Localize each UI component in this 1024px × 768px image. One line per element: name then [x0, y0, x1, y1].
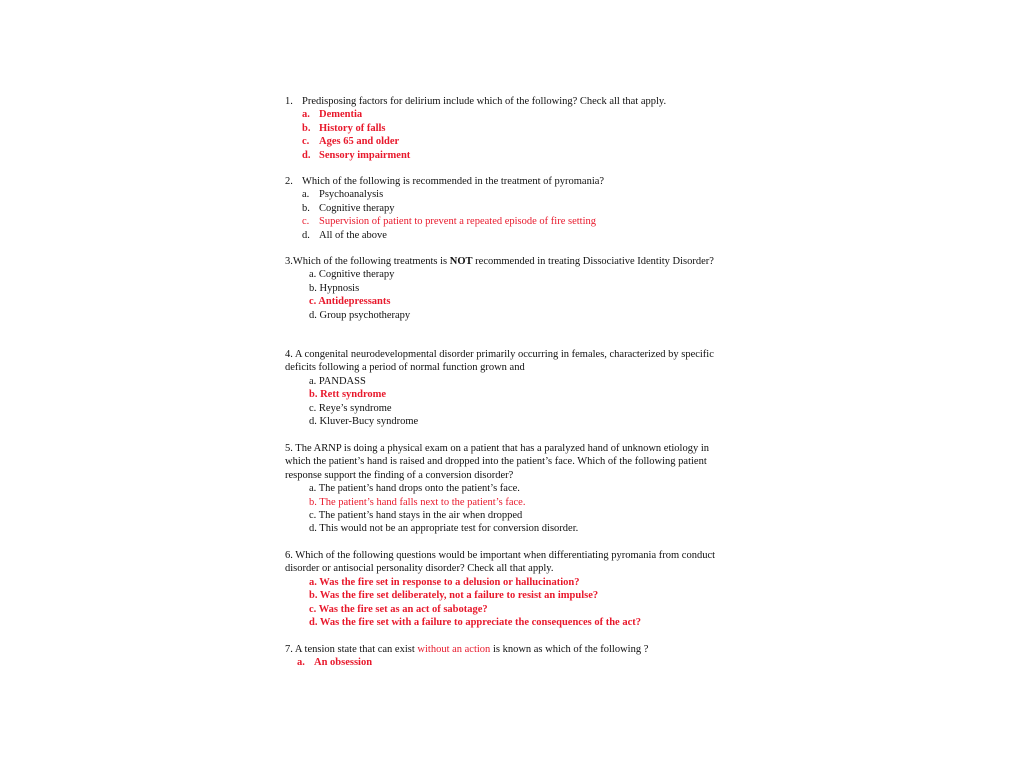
answer-option — [285, 108, 730, 121]
option-letter: c. — [302, 216, 310, 228]
option-letter: d. — [302, 149, 311, 161]
answer-option: b. Rett syndrome — [309, 389, 387, 401]
question-stem: 6. Which of the following questions would be important when differentiating pyromania from conduct disorder or antisocial personality disorder? Check all that apply. — [285, 550, 716, 575]
question-4 — [285, 348, 730, 428]
answer-option — [285, 135, 730, 148]
option-text: All of the above — [319, 229, 387, 241]
option-letter: b. — [302, 122, 311, 134]
answer-option — [285, 188, 730, 201]
option-letter: c. — [302, 136, 310, 148]
answer-option — [285, 656, 730, 669]
answer-option — [285, 215, 730, 228]
option-text: History of falls — [319, 122, 386, 134]
question-stem — [285, 175, 730, 188]
question-stem: 5. The ARNP is doing a physical exam on a patient that has a paralyzed hand of unknown etiology in which the patient’s hand is raised and dropped into the patient’s face. Which of the following patient response support the finding of a conversion disorder? — [285, 443, 709, 481]
question-text: Predisposing factors for delirium include which of the following? Check all that apply. — [302, 96, 667, 107]
option-letter: d. — [302, 229, 310, 241]
question-highlight: without an action — [417, 644, 491, 655]
option-letter: a. — [302, 109, 310, 121]
answer-option: d. Kluver-Bucy syndrome — [309, 416, 419, 428]
option-letter: b. — [302, 202, 310, 214]
answer-options — [285, 188, 730, 242]
question-stem — [285, 643, 730, 656]
answer-options — [285, 108, 730, 162]
question-text: Which of the following is recommended in the treatment of pyromania? — [302, 176, 605, 187]
answer-option: b. Was the fire set deliberately, not a failure to resist an impulse? — [309, 590, 599, 602]
answer-option: a. The patient’s hand drops onto the patient’s face. — [309, 483, 520, 495]
question-stem: 4. A congenital neurodevelopmental disorder primarily occurring in females, characterized by specific deficits following a period of normal function grown and — [285, 349, 714, 374]
question-text-end: is known as which of the following ? — [490, 644, 649, 655]
question-stem — [285, 255, 730, 268]
option-text: Psychoanalysis — [319, 189, 384, 201]
answer-option: d. This would not be an appropriate test for conversion disorder. — [309, 523, 579, 535]
option-text: Sensory impairment — [319, 149, 411, 161]
answer-option — [285, 229, 730, 242]
question-1 — [285, 95, 730, 162]
question-2 — [285, 175, 730, 242]
question-stem — [285, 95, 730, 108]
answer-option: d. Group psychotherapy — [309, 309, 411, 321]
option-text: An obsession — [314, 657, 373, 669]
answer-options — [285, 482, 730, 536]
answer-option: c. The patient’s hand stays in the air when dropped — [309, 510, 523, 522]
option-text: Dementia — [319, 109, 363, 121]
question-7 — [285, 643, 730, 670]
answer-options — [285, 268, 730, 322]
answer-option — [285, 122, 730, 135]
question-5 — [285, 442, 730, 536]
answer-option — [285, 202, 730, 215]
answer-option: b. Hypnosis — [309, 282, 360, 294]
option-letter: a. — [297, 657, 305, 669]
answer-option: b. The patient’s hand falls next to the patient’s face. — [309, 496, 526, 508]
question-text-start: 7. A tension state that can exist — [285, 644, 418, 655]
option-text: Supervision of patient to prevent a repeated episode of fire setting — [319, 216, 596, 228]
answer-option: c. Antidepressants — [309, 296, 391, 308]
answer-options — [285, 375, 730, 429]
option-letter: a. — [302, 189, 310, 201]
question-3 — [285, 255, 730, 322]
answer-option: c. Was the fire set as an act of sabotage? — [309, 603, 488, 615]
answer-option — [285, 149, 730, 162]
option-text: Cognitive therapy — [319, 202, 395, 214]
answer-options — [285, 576, 730, 630]
question-text-end: recommended in treating Dissociative Identity Disorder? — [472, 256, 714, 267]
question-number: 2. — [285, 176, 293, 187]
answer-option: d. Was the fire set with a failure to appreciate the consequences of the act? — [309, 617, 641, 629]
option-text: Ages 65 and older — [319, 136, 400, 148]
question-number: 1. — [285, 96, 293, 107]
answer-option: a. PANDASS — [309, 375, 366, 387]
question-6 — [285, 549, 730, 629]
question-emphasis: NOT — [449, 256, 473, 267]
answer-option: c. Reye’s syndrome — [309, 402, 392, 414]
answer-options — [285, 656, 730, 669]
answer-option: a. Was the fire set in response to a delusion or hallucination? — [309, 576, 580, 588]
question-text-start: 3.Which of the following treatments is — [285, 256, 450, 267]
answer-option: a. Cognitive therapy — [309, 269, 395, 281]
